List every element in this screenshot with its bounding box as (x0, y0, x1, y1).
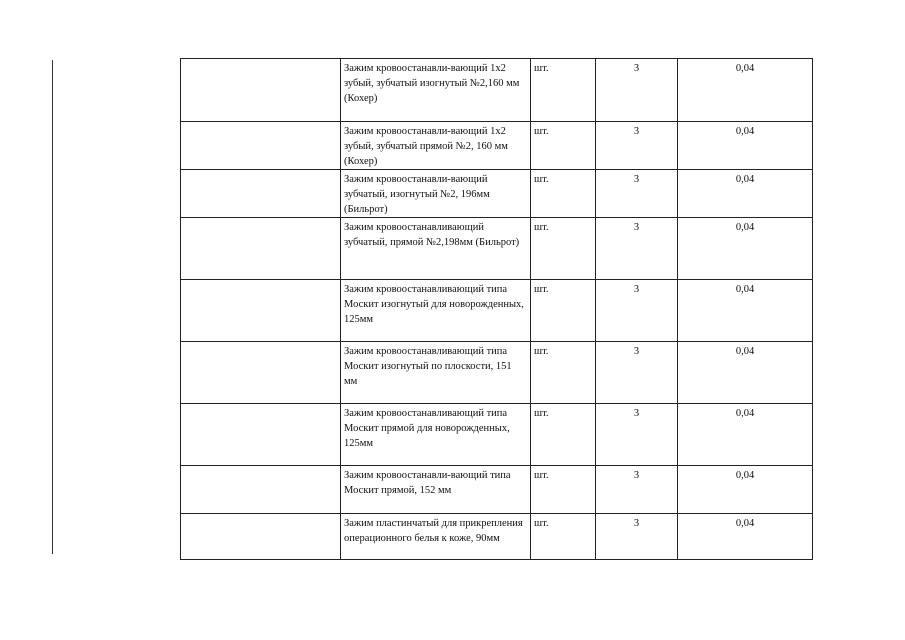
item-unit: шт. (531, 170, 596, 218)
item-name: Зажим кровоостанавли-вающий 1х2 зубый, зубчатый изогнутый №2,160 мм (Кохер) (341, 59, 531, 122)
item-unit: шт. (531, 404, 596, 466)
item-rate: 0,04 (678, 170, 813, 218)
item-quantity: 3 (596, 342, 678, 404)
item-name: Зажим пластинчатый для прикрепления операционного белья к коже, 90мм (341, 514, 531, 560)
item-quantity: 3 (596, 59, 678, 122)
table-row (181, 280, 813, 342)
item-rate: 0,04 (678, 404, 813, 466)
item-name: Зажим кровоостанавливающий типа Москит прямой для новорожденных, 125мм (341, 404, 531, 466)
item-rate: 0,04 (678, 122, 813, 170)
item-unit: шт. (531, 280, 596, 342)
page-margin-line (52, 60, 53, 554)
table-row (181, 514, 813, 560)
item-unit: шт. (531, 59, 596, 122)
item-name: Зажим кровоостанавливающий зубчатый, прямой №2,198мм (Бильрот) (341, 218, 531, 280)
item-rate: 0,04 (678, 342, 813, 404)
item-unit: шт. (531, 342, 596, 404)
item-name: Зажим кровоостанавли-вающий типа Москит прямой, 152 мм (341, 466, 531, 514)
empty-cell (181, 280, 341, 342)
table-row (181, 218, 813, 280)
empty-cell (181, 342, 341, 404)
item-rate: 0,04 (678, 280, 813, 342)
empty-cell (181, 59, 341, 122)
empty-cell (181, 122, 341, 170)
item-name: Зажим кровоостанавли-вающий 1х2 зубый, зубчатый прямой №2, 160 мм (Кохер) (341, 122, 531, 170)
item-rate: 0,04 (678, 514, 813, 560)
item-quantity: 3 (596, 466, 678, 514)
instrument-table (180, 58, 813, 560)
table-row (181, 342, 813, 404)
item-rate: 0,04 (678, 59, 813, 122)
item-rate: 0,04 (678, 218, 813, 280)
item-quantity: 3 (596, 218, 678, 280)
item-rate: 0,04 (678, 466, 813, 514)
table-row (181, 170, 813, 218)
item-name: Зажим кровоостанавливающий типа Москит изогнутый по плоскости, 151 мм (341, 342, 531, 404)
table-row (181, 59, 813, 122)
item-quantity: 3 (596, 404, 678, 466)
item-quantity: 3 (596, 280, 678, 342)
item-unit: шт. (531, 466, 596, 514)
item-quantity: 3 (596, 122, 678, 170)
item-unit: шт. (531, 122, 596, 170)
empty-cell (181, 514, 341, 560)
empty-cell (181, 404, 341, 466)
table-row (181, 404, 813, 466)
item-unit: шт. (531, 514, 596, 560)
item-quantity: 3 (596, 514, 678, 560)
empty-cell (181, 218, 341, 280)
item-name: Зажим кровоостанавливающий типа Москит изогнутый для новорожденных, 125мм (341, 280, 531, 342)
item-name: Зажим кровоостанавли-вающий зубчатый, изогнутый №2, 196мм (Бильрот) (341, 170, 531, 218)
table-row (181, 466, 813, 514)
item-quantity: 3 (596, 170, 678, 218)
table-row (181, 122, 813, 170)
empty-cell (181, 170, 341, 218)
empty-cell (181, 466, 341, 514)
item-unit: шт. (531, 218, 596, 280)
